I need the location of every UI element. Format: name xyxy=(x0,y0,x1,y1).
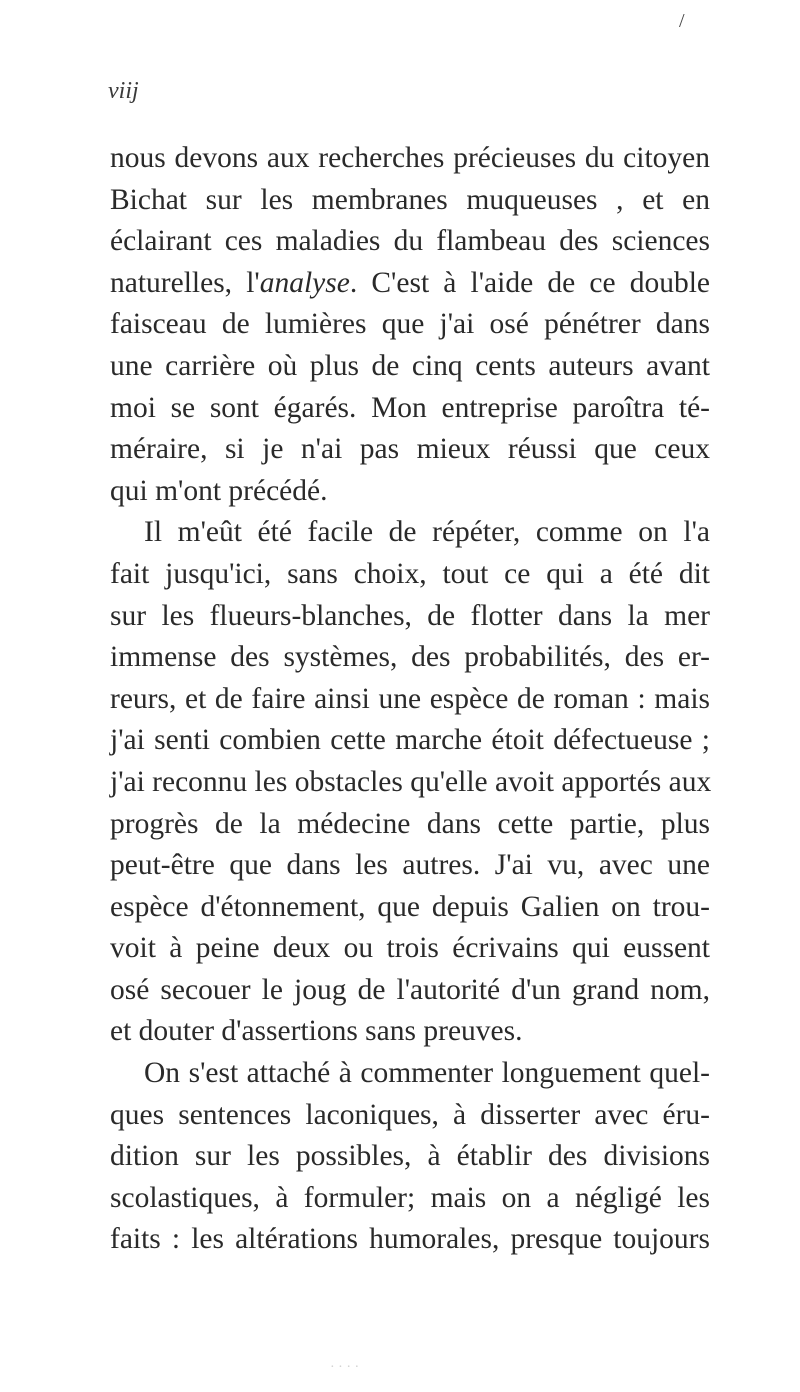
italic-word: analyse xyxy=(259,266,350,299)
text-line: sur les flueurs-blanches, de flotter dans la mer xyxy=(110,599,710,632)
text-line: immense des systèmes, des probabilités, des er- xyxy=(110,641,710,674)
text-line: naturelles, l'analyse. C'est à l'aide de ce double xyxy=(110,266,710,299)
ink-smudge: · · · · xyxy=(330,1360,360,1375)
text-line: qui m'ont précédé. xyxy=(110,474,328,507)
text-line: osé secouer le joug de l'autorité d'un grand nom, xyxy=(110,973,710,1006)
text-line: reurs, et de faire ainsi une espèce de roman : mais xyxy=(110,682,710,715)
text-line: Bichat sur les membranes muqueuses , et en xyxy=(110,183,710,216)
text-line: moi se sont égarés. Mon entreprise paroîtra té- xyxy=(110,391,710,424)
text-line: peut-être que dans les autres. J'ai vu, avec une xyxy=(110,849,710,882)
text-line: progrès de la médecine dans cette partie, plus xyxy=(110,807,710,840)
text-line: j'ai reconnu les obstacles qu'elle avoit apportés aux xyxy=(110,765,712,798)
text-line: j'ai senti combien cette marche étoit défectueuse ; xyxy=(110,724,710,757)
text-line: et douter d'assertions sans preuves. xyxy=(110,1015,523,1048)
page-number: viij xyxy=(108,78,139,104)
margin-mark: / xyxy=(679,10,685,32)
text-line: espèce d'étonnement, que depuis Galien on trou- xyxy=(110,890,710,923)
text-line: une carrière où plus de cinq cents auteurs avant xyxy=(110,349,710,382)
text-line: méraire, si je n'ai pas mieux réussi que ceux xyxy=(110,433,710,466)
body-text xyxy=(110,138,710,1261)
text-line: scolastiques, à formuler; mais on a négligé les xyxy=(110,1181,710,1214)
text-line: fait jusqu'ici, sans choix, tout ce qui a été dit xyxy=(110,557,710,590)
text-line: nous devons aux recherches précieuses du citoyen xyxy=(110,142,710,174)
text-line: On s'est attaché à commenter longuement quel- xyxy=(144,1057,710,1090)
text-line: Il m'eût été facile de répéter, comme on l'a xyxy=(144,516,710,549)
text-line: éclairant ces maladies du flambeau des sciences xyxy=(110,225,710,258)
text-line: ques sentences laconiques, à disserter avec éru- xyxy=(110,1098,710,1131)
text-line: faisceau de lumières que j'ai osé pénétrer dans xyxy=(110,308,710,341)
text-line: voit à peine deux ou trois écrivains qui eussent xyxy=(110,932,710,965)
text-line: dition sur les possibles, à établir des divisions xyxy=(110,1140,710,1173)
text-line: faits : les altérations humorales, presque toujours xyxy=(110,1223,710,1256)
